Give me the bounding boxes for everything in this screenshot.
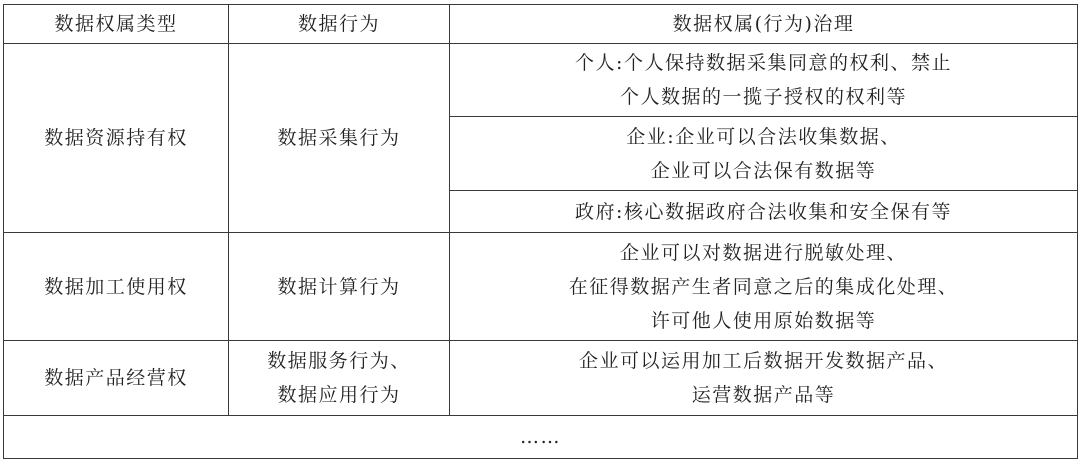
- ellipsis-row: [4, 416, 1078, 459]
- ellipsis-text: ……: [4, 416, 1078, 459]
- governance-line: 运营数据产品等: [691, 384, 836, 406]
- governance-line: 企业可以对数据进行脱敏处理、: [619, 241, 907, 264]
- governance-line: 个人数据的一揽子授权的权利等: [619, 86, 907, 108]
- behavior-line: 数据服务行为、: [267, 350, 411, 372]
- table-row: [4, 44, 1078, 117]
- header-rights-type: 数据权属类型: [4, 5, 229, 44]
- header-rights-governance: 数据权属(行为)治理: [450, 5, 1078, 44]
- governance-cell: [450, 341, 1078, 416]
- behavior-line: 数据采集行为: [277, 127, 401, 149]
- behavior-cell: [229, 233, 450, 341]
- header-data-behavior: 数据行为: [229, 5, 450, 44]
- governance-line: 企业可以运用加工后数据开发数据产品、: [578, 350, 948, 372]
- rights-type-cell: 数据资源持有权: [4, 44, 229, 233]
- header-row: [4, 5, 1078, 44]
- governance-cell: [450, 233, 1078, 341]
- governance-line: 政府:核心数据政府合法收集和安全保有等: [575, 200, 952, 223]
- table-row: [4, 341, 1078, 416]
- behavior-cell: [229, 44, 450, 233]
- table-row: [4, 233, 1078, 341]
- governance-line: 企业可以合法保有数据等: [650, 159, 877, 182]
- behavior-line: 数据应用行为: [277, 384, 401, 406]
- rights-type-cell: 数据产品经营权: [4, 341, 229, 416]
- governance-cell: [450, 44, 1078, 117]
- governance-line: 许可他人使用原始数据等: [650, 309, 877, 332]
- governance-cell: [450, 117, 1078, 191]
- data-rights-table: [3, 4, 1078, 459]
- governance-line: 企业:企业可以合法收集数据、: [626, 125, 901, 148]
- governance-cell: [450, 191, 1078, 233]
- governance-line: 个人:个人保持数据采集同意的权利、禁止: [575, 52, 952, 74]
- rights-type-cell: 数据加工使用权: [4, 233, 229, 341]
- behavior-cell: [229, 341, 450, 416]
- behavior-line: 数据计算行为: [277, 275, 401, 298]
- governance-line: 在征得数据产生者同意之后的集成化处理、: [568, 275, 959, 298]
